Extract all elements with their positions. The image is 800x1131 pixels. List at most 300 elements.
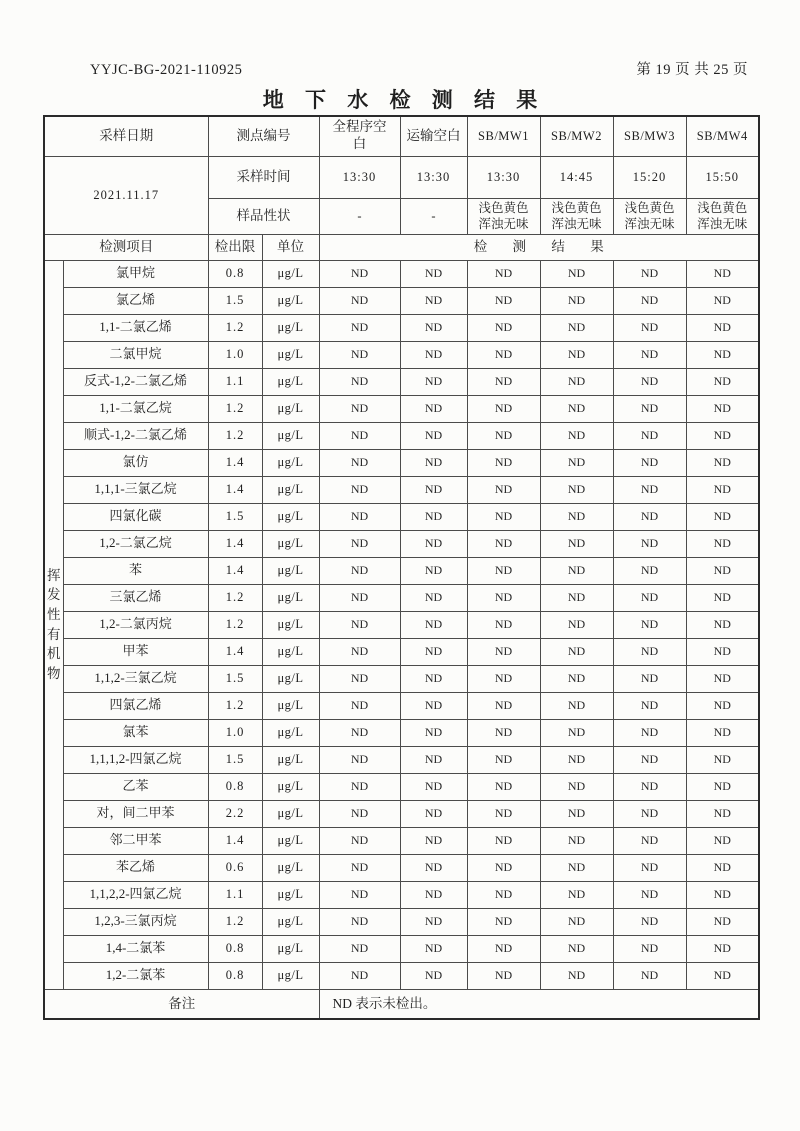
analyte-name: 四氯乙烯 [63, 692, 208, 719]
sample-property-value: 浅色黄色浑浊无味 [467, 198, 540, 234]
result-value: ND [613, 530, 686, 557]
result-value: ND [400, 800, 467, 827]
table-row [44, 800, 759, 827]
analyte-name: 1,1-二氯乙烯 [63, 314, 208, 341]
table-row [44, 773, 759, 800]
result-value: ND [613, 287, 686, 314]
result-value: ND [686, 368, 759, 395]
analyte-name: 乙苯 [63, 773, 208, 800]
result-value: ND [686, 341, 759, 368]
sampling-time-value: 15:50 [686, 156, 759, 198]
result-value: ND [467, 368, 540, 395]
detection-limit-label: 检出限 [208, 234, 262, 260]
sample-property-value: 浅色黄色浑浊无味 [540, 198, 613, 234]
result-value: ND [686, 611, 759, 638]
result-value: ND [540, 503, 613, 530]
result-value: ND [686, 665, 759, 692]
result-value: ND [467, 692, 540, 719]
result-value: ND [319, 692, 400, 719]
result-value: ND [400, 422, 467, 449]
result-value: ND [319, 422, 400, 449]
result-value: ND [467, 638, 540, 665]
unit-value: μg/L [262, 854, 319, 881]
detection-limit: 1.4 [208, 449, 262, 476]
result-value: ND [319, 341, 400, 368]
result-value: ND [400, 449, 467, 476]
result-value: ND [613, 314, 686, 341]
result-value: ND [540, 719, 613, 746]
result-value: ND [319, 557, 400, 584]
result-value: ND [400, 503, 467, 530]
result-value: ND [467, 773, 540, 800]
table-row [44, 395, 759, 422]
sampling-time-value: 15:20 [613, 156, 686, 198]
result-value: ND [686, 314, 759, 341]
result-value: ND [540, 638, 613, 665]
detection-limit: 0.8 [208, 962, 262, 989]
detection-limit: 1.2 [208, 908, 262, 935]
result-value: ND [319, 719, 400, 746]
point-id-label: 测点编号 [208, 116, 319, 156]
result-value: ND [540, 287, 613, 314]
result-value: ND [540, 746, 613, 773]
result-value: ND [540, 908, 613, 935]
result-value: ND [540, 881, 613, 908]
result-value: ND [400, 476, 467, 503]
page-number: 第 19 页 共 25 页 [636, 62, 748, 78]
detection-limit: 0.8 [208, 773, 262, 800]
result-value: ND [686, 935, 759, 962]
table-row [44, 935, 759, 962]
category-label-vocs: 挥发性有机物 [44, 260, 63, 989]
unit-value: μg/L [262, 665, 319, 692]
analyte-name: 反式-1,2-二氯乙烯 [63, 368, 208, 395]
table-row [44, 881, 759, 908]
result-value: ND [467, 854, 540, 881]
result-value: ND [319, 638, 400, 665]
result-value: ND [540, 962, 613, 989]
table-row [44, 287, 759, 314]
result-value: ND [467, 665, 540, 692]
result-value: ND [319, 800, 400, 827]
detection-limit: 0.8 [208, 260, 262, 287]
column-header-full-blank: 全程序空白 [319, 116, 400, 156]
analyte-name: 邻二甲苯 [63, 827, 208, 854]
result-value: ND [400, 746, 467, 773]
result-value: ND [467, 962, 540, 989]
sample-property-value: - [400, 198, 467, 234]
analyte-name: 1,2-二氯丙烷 [63, 611, 208, 638]
unit-value: μg/L [262, 692, 319, 719]
result-value: ND [613, 341, 686, 368]
analyte-name: 二氯甲烷 [63, 341, 208, 368]
table-row [44, 449, 759, 476]
detection-limit: 0.8 [208, 935, 262, 962]
result-value: ND [467, 827, 540, 854]
table-row [44, 611, 759, 638]
result-value: ND [686, 800, 759, 827]
result-value: ND [319, 746, 400, 773]
column-header-sbmw1: SB/MW1 [467, 116, 540, 156]
analyte-name: 氯仿 [63, 449, 208, 476]
result-value: ND [686, 584, 759, 611]
table-row [44, 260, 759, 287]
result-value: ND [319, 584, 400, 611]
unit-value: μg/L [262, 935, 319, 962]
result-value: ND [467, 935, 540, 962]
result-value: ND [319, 773, 400, 800]
table-row [44, 503, 759, 530]
result-value: ND [319, 854, 400, 881]
result-value: ND [400, 665, 467, 692]
result-value: ND [467, 260, 540, 287]
result-value: ND [467, 908, 540, 935]
analyte-name: 1,1,1,2-四氯乙烷 [63, 746, 208, 773]
result-value: ND [540, 422, 613, 449]
result-value: ND [613, 854, 686, 881]
result-value: ND [400, 530, 467, 557]
unit-value: μg/L [262, 314, 319, 341]
table-row [44, 557, 759, 584]
table-row [44, 719, 759, 746]
result-value: ND [400, 719, 467, 746]
table-row [44, 908, 759, 935]
result-value: ND [613, 962, 686, 989]
unit-value: μg/L [262, 638, 319, 665]
result-value: ND [686, 827, 759, 854]
page-title: 地 下 水 检 测 结 果 [262, 88, 546, 112]
detection-limit: 1.4 [208, 827, 262, 854]
result-value: ND [400, 341, 467, 368]
result-value: ND [613, 422, 686, 449]
result-value: ND [613, 935, 686, 962]
unit-value: μg/L [262, 260, 319, 287]
result-value: ND [686, 476, 759, 503]
unit-value: μg/L [262, 908, 319, 935]
detection-limit: 1.4 [208, 638, 262, 665]
result-value: ND [400, 557, 467, 584]
result-value: ND [686, 557, 759, 584]
detection-limit: 1.2 [208, 584, 262, 611]
table-row [44, 665, 759, 692]
result-value: ND [540, 665, 613, 692]
unit-value: μg/L [262, 287, 319, 314]
results-table [43, 115, 760, 1020]
result-value: ND [400, 773, 467, 800]
result-value: ND [540, 584, 613, 611]
result-value: ND [400, 962, 467, 989]
result-value: ND [613, 638, 686, 665]
analyte-name: 1,1-二氯乙烷 [63, 395, 208, 422]
detection-limit: 1.4 [208, 557, 262, 584]
result-value: ND [400, 827, 467, 854]
result-value: ND [686, 449, 759, 476]
detection-limit: 1.4 [208, 530, 262, 557]
analyte-name: 1,1,1-三氯乙烷 [63, 476, 208, 503]
result-value: ND [319, 827, 400, 854]
analyte-name: 氯苯 [63, 719, 208, 746]
result-value: ND [467, 341, 540, 368]
analyte-name: 1,1,2-三氯乙烷 [63, 665, 208, 692]
analyte-name: 氯乙烯 [63, 287, 208, 314]
detection-limit: 0.6 [208, 854, 262, 881]
detection-limit: 1.5 [208, 746, 262, 773]
result-value: ND [613, 665, 686, 692]
doc-number: YYJC-BG-2021-110925 [90, 62, 243, 78]
unit-value: μg/L [262, 746, 319, 773]
unit-value: μg/L [262, 557, 319, 584]
sampling-time-value: 14:45 [540, 156, 613, 198]
result-value: ND [686, 692, 759, 719]
result-value: ND [467, 314, 540, 341]
result-value: ND [540, 557, 613, 584]
sampling-date-label: 采样日期 [44, 116, 208, 156]
table-row [44, 692, 759, 719]
unit-value: μg/L [262, 449, 319, 476]
result-value: ND [686, 746, 759, 773]
result-value: ND [467, 584, 540, 611]
result-value: ND [686, 422, 759, 449]
analyte-name: 四氯化碳 [63, 503, 208, 530]
analyte-name: 顺式-1,2-二氯乙烯 [63, 422, 208, 449]
unit-value: μg/L [262, 395, 319, 422]
result-value: ND [540, 773, 613, 800]
sampling-date-value: 2021.11.17 [44, 156, 208, 234]
table-row [44, 827, 759, 854]
sampling-time-value: 13:30 [400, 156, 467, 198]
result-value: ND [686, 719, 759, 746]
result-value: ND [613, 719, 686, 746]
unit-value: μg/L [262, 503, 319, 530]
result-value: ND [540, 692, 613, 719]
analyte-name: 三氯乙烯 [63, 584, 208, 611]
result-value: ND [686, 530, 759, 557]
result-value: ND [686, 395, 759, 422]
result-value: ND [400, 368, 467, 395]
table-row [44, 341, 759, 368]
result-value: ND [467, 881, 540, 908]
result-value: ND [613, 746, 686, 773]
result-value: ND [613, 449, 686, 476]
result-value: ND [319, 962, 400, 989]
table-row [44, 422, 759, 449]
result-value: ND [540, 611, 613, 638]
test-item-label: 检测项目 [44, 234, 208, 260]
detection-limit: 1.1 [208, 881, 262, 908]
unit-label: 单位 [262, 234, 319, 260]
analyte-name: 1,2,3-三氯丙烷 [63, 908, 208, 935]
result-value: ND [319, 260, 400, 287]
analyte-name: 1,4-二氯苯 [63, 935, 208, 962]
result-value: ND [686, 287, 759, 314]
result-value: ND [613, 881, 686, 908]
result-value: ND [400, 260, 467, 287]
unit-value: μg/L [262, 800, 319, 827]
sampling-time-label: 采样时间 [208, 156, 319, 198]
result-value: ND [613, 692, 686, 719]
result-value: ND [540, 341, 613, 368]
result-value: ND [467, 530, 540, 557]
column-header-transport-blank: 运输空白 [400, 116, 467, 156]
result-value: ND [400, 908, 467, 935]
result-value: ND [467, 800, 540, 827]
result-value: ND [613, 800, 686, 827]
detection-limit: 1.5 [208, 503, 262, 530]
result-value: ND [319, 935, 400, 962]
sampling-time-value: 13:30 [467, 156, 540, 198]
unit-value: μg/L [262, 962, 319, 989]
detection-limit: 1.4 [208, 476, 262, 503]
unit-value: μg/L [262, 773, 319, 800]
detection-limit: 1.5 [208, 665, 262, 692]
analyte-name: 氯甲烷 [63, 260, 208, 287]
result-value: ND [467, 503, 540, 530]
document-header [90, 58, 748, 79]
result-value: ND [613, 908, 686, 935]
detection-limit: 1.2 [208, 422, 262, 449]
remark-text: ND 表示未检出。 [319, 989, 759, 1019]
table-row [44, 854, 759, 881]
result-value: ND [540, 530, 613, 557]
result-value: ND [686, 260, 759, 287]
result-value: ND [613, 611, 686, 638]
sampling-time-value: 13:30 [319, 156, 400, 198]
analyte-name: 1,2-二氯乙烷 [63, 530, 208, 557]
table-row [44, 530, 759, 557]
unit-value: μg/L [262, 719, 319, 746]
detection-limit: 1.1 [208, 368, 262, 395]
result-value: ND [467, 746, 540, 773]
result-value: ND [540, 395, 613, 422]
detection-limit: 1.0 [208, 719, 262, 746]
result-value: ND [400, 314, 467, 341]
result-value: ND [319, 665, 400, 692]
result-value: ND [540, 260, 613, 287]
result-value: ND [319, 368, 400, 395]
detection-limit: 1.2 [208, 692, 262, 719]
result-value: ND [613, 773, 686, 800]
result-value: ND [540, 854, 613, 881]
result-value: ND [540, 476, 613, 503]
analyte-name: 对，间二甲苯 [63, 800, 208, 827]
result-value: ND [686, 503, 759, 530]
result-value: ND [319, 287, 400, 314]
result-value: ND [319, 881, 400, 908]
analyte-name: 甲苯 [63, 638, 208, 665]
header-row-point-ids [44, 116, 759, 156]
detection-limit: 1.2 [208, 395, 262, 422]
result-value: ND [400, 854, 467, 881]
result-value: ND [400, 638, 467, 665]
columns-label-row [44, 234, 759, 260]
result-value: ND [467, 287, 540, 314]
result-value: ND [319, 476, 400, 503]
sampling-time-row [44, 156, 759, 198]
remark-label: 备注 [44, 989, 319, 1019]
detection-limit: 1.5 [208, 287, 262, 314]
unit-value: μg/L [262, 341, 319, 368]
result-banner-label: 检 测 结 果 [319, 234, 759, 260]
analyte-name: 1,2-二氯苯 [63, 962, 208, 989]
sample-property-label: 样品性状 [208, 198, 319, 234]
result-value: ND [467, 449, 540, 476]
unit-value: μg/L [262, 827, 319, 854]
result-value: ND [686, 908, 759, 935]
sample-property-value: 浅色黄色浑浊无味 [613, 198, 686, 234]
table-row [44, 746, 759, 773]
remark-row [44, 989, 759, 1019]
result-value: ND [686, 638, 759, 665]
unit-value: μg/L [262, 530, 319, 557]
result-value: ND [400, 611, 467, 638]
result-value: ND [686, 854, 759, 881]
result-value: ND [613, 827, 686, 854]
result-value: ND [613, 368, 686, 395]
analyte-name: 苯乙烯 [63, 854, 208, 881]
result-value: ND [319, 611, 400, 638]
unit-value: μg/L [262, 881, 319, 908]
result-value: ND [540, 827, 613, 854]
result-value: ND [319, 449, 400, 476]
sample-property-value: 浅色黄色浑浊无味 [686, 198, 759, 234]
result-value: ND [319, 314, 400, 341]
result-value: ND [319, 503, 400, 530]
table-row [44, 962, 759, 989]
result-value: ND [400, 287, 467, 314]
result-value: ND [467, 422, 540, 449]
sample-property-value: - [319, 198, 400, 234]
column-header-sbmw2: SB/MW2 [540, 116, 613, 156]
result-value: ND [319, 530, 400, 557]
result-value: ND [540, 800, 613, 827]
result-value: ND [467, 476, 540, 503]
unit-value: μg/L [262, 584, 319, 611]
table-row [44, 476, 759, 503]
unit-value: μg/L [262, 611, 319, 638]
result-value: ND [613, 557, 686, 584]
table-row [44, 314, 759, 341]
result-value: ND [613, 476, 686, 503]
result-value: ND [400, 881, 467, 908]
result-value: ND [400, 692, 467, 719]
detection-limit: 1.2 [208, 314, 262, 341]
result-value: ND [613, 584, 686, 611]
analyte-name: 苯 [63, 557, 208, 584]
detection-limit: 2.2 [208, 800, 262, 827]
unit-value: μg/L [262, 476, 319, 503]
result-value: ND [613, 395, 686, 422]
result-value: ND [540, 935, 613, 962]
result-value: ND [319, 395, 400, 422]
result-value: ND [467, 611, 540, 638]
analyte-name: 1,1,2,2-四氯乙烷 [63, 881, 208, 908]
result-value: ND [467, 557, 540, 584]
result-value: ND [686, 962, 759, 989]
result-value: ND [540, 368, 613, 395]
table-row [44, 368, 759, 395]
column-header-sbmw4: SB/MW4 [686, 116, 759, 156]
result-value: ND [613, 503, 686, 530]
result-value: ND [686, 773, 759, 800]
unit-value: μg/L [262, 422, 319, 449]
result-value: ND [400, 584, 467, 611]
detection-limit: 1.0 [208, 341, 262, 368]
result-value: ND [467, 719, 540, 746]
column-header-sbmw3: SB/MW3 [613, 116, 686, 156]
result-value: ND [540, 314, 613, 341]
result-value: ND [319, 908, 400, 935]
result-value: ND [613, 260, 686, 287]
